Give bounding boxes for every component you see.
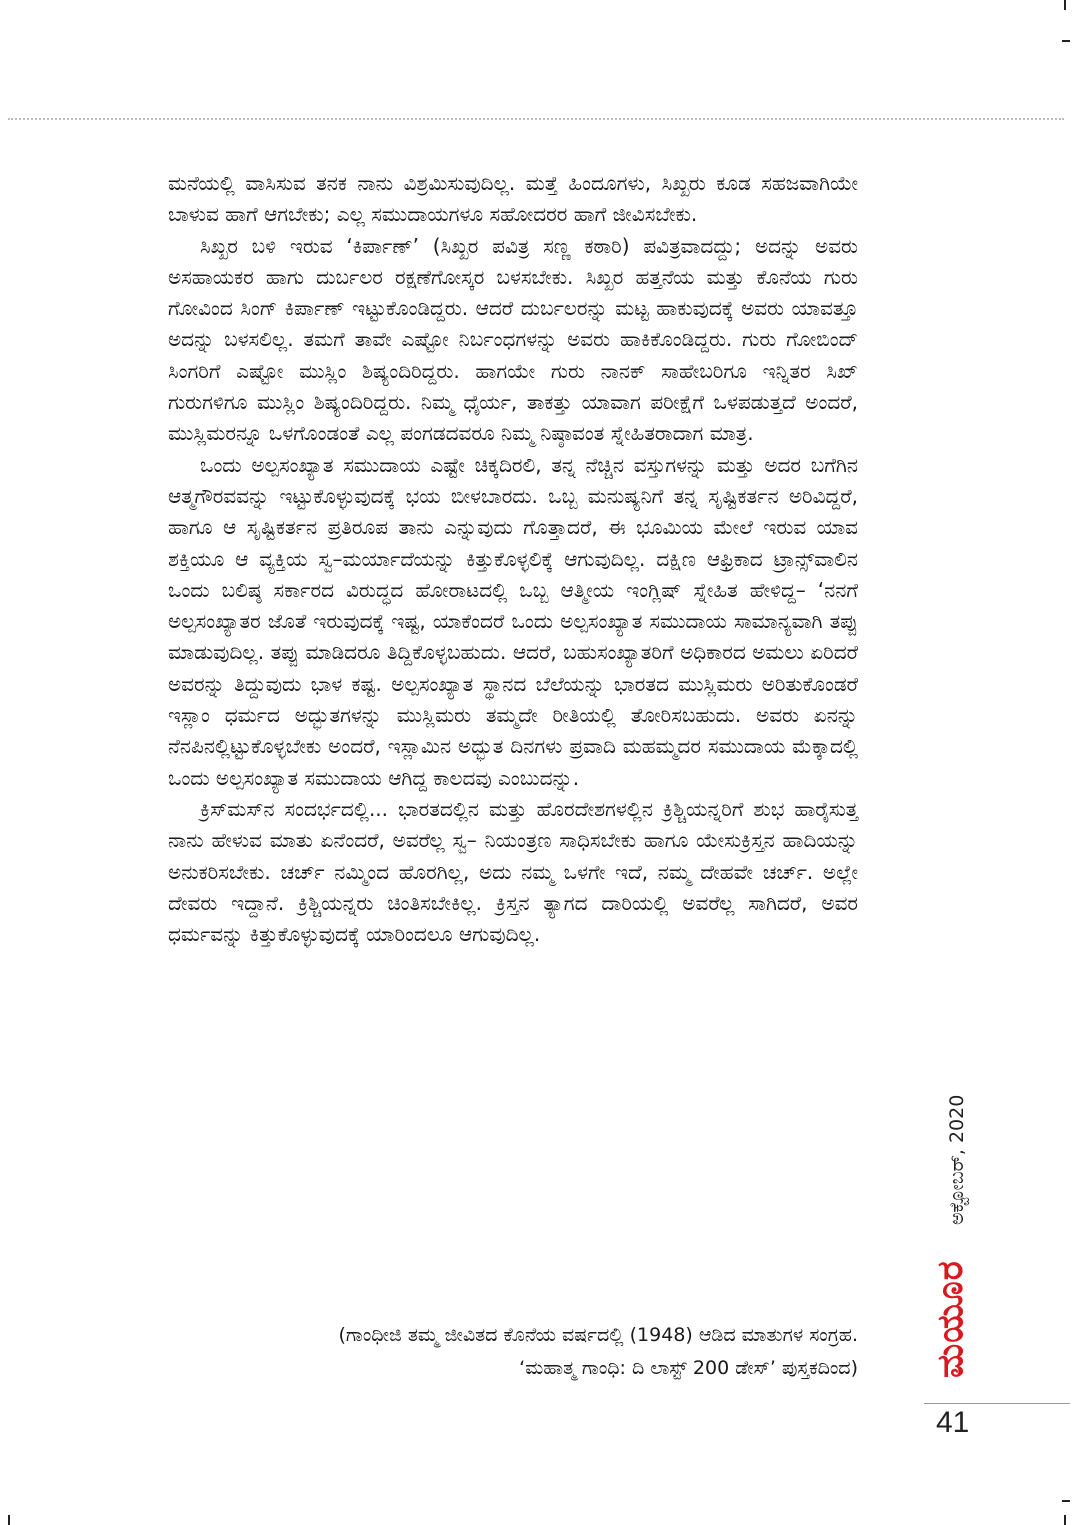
header-dotted-rule	[8, 118, 1064, 120]
paragraph: ಮನೆಯಲ್ಲಿ ವಾಸಿಸುವ ತನಕ ನಾನು ವಿಶ್ರಮಿಸುವುದಿಲ್ಲ. ಮತ್ತೆ ಹಿಂದೂಗಳು, ಸಿಖ್ಖರು ಕೂಡ ಸಹಜವಾಗಿಯೇ ಬಾಳುವ ಹಾಗೆ ಆಗಬೇಕು; ಎಲ್ಲ ಸಮುದಾಯಗಳೂ ಸಹೋದರರ ಹಾಗೆ ಜೀವಿಸಬೇಕು.	[168, 171, 858, 227]
paragraph: ಕ್ರಿಸ್‌ಮಸ್‌ನ ಸಂದರ್ಭದಲ್ಲಿ... ಭಾರತದಲ್ಲಿನ ಮತ್ತು ಹೊರದೇಶಗಳಲ್ಲಿನ ಕ್ರಿಶ್ಚಿಯನ್ನರಿಗೆ ಶುಭ ಹಾರೈಸುತ್ತ ನಾನು ಹೇಳುವ ಮಾತು ಏನೆಂದರೆ, ಅವರೆಲ್ಲ ಸ್ವ– ನಿಯಂತ್ರಣ ಸಾಧಿಸಬೇಕು ಹಾಗೂ ಯೇಸುಕ್ರಿಸ್ತನ ಹಾದಿಯನ್ನು ಅನುಕರಿಸಬೇಕು. ಚರ್ಚ್ ನಮ್ಮಿಂದ ಹೊರಗಿಲ್ಲ, ಅದು ನಮ್ಮ ಒಳಗೇ ಇದೆ, ನಮ್ಮ ದೇಹವೇ ಚರ್ಚ್. ಅಲ್ಲೇ ದೇವರು ಇದ್ದಾನೆ. ಕ್ರಿಶ್ಚಿಯನ್ನರು ಚಿಂತಿಸಬೇಕಿಲ್ಲ. ಕ್ರಿಸ್ತನ ತ್ಯಾಗದ ದಾರಿಯಲ್ಲಿ ಅವರೆಲ್ಲ ಸಾಗಿದರೆ, ಅವರ ಧರ್ಮವನ್ನು ಕಿತ್ತುಕೊಳ್ಳುವುದಕ್ಕೆ ಯಾರಿಂದಲೂ ಆಗುವುದಿಲ್ಲ.	[168, 796, 858, 947]
paragraph: ಸಿಖ್ಖರ ಬಳಿ ಇರುವ ‘ಕಿರ್ಪಾಣ್’ (ಸಿಖ್ಖರ ಪವಿತ್ರ ಸಣ್ಣ ಕಠಾರಿ) ಪವಿತ್ರವಾದದ್ದು; ಅದನ್ನು ಅವರು ಅಸಹಾಯಕರ ಹಾಗು ದುರ್ಬಲರ ರಕ್ಷಣೆಗೋಸ್ಕರ ಬಳಸಬೇಕು. ಸಿಖ್ಖರ ಹತ್ತನೆಯ ಮತ್ತು ಕೊನೆಯ ಗುರು ಗೋವಿಂದ ಸಿಂಗ್ ಕಿರ್ಪಾಣ್ ಇಟ್ಟುಕೊಂಡಿದ್ದರು. ಆದರೆ ದುರ್ಬಲರನ್ನು ಮಟ್ಟ ಹಾಕುವುದಕ್ಕೆ ಅವರು ಯಾವತ್ತೂ ಅದನ್ನು ಬಳಸಲಿಲ್ಲ. ತಮಗೆ ತಾವೇ ಎಷ್ಟೋ ನಿರ್ಬಂಧಗಳನ್ನು ಅವರು ಹಾಕಿಕೊಂಡಿದ್ದರು. ಗುರು ಗೋಬಿಂದ್ ಸಿಂಗರಿಗೆ ಎಷ್ಟೋ ಮುಸ್ಲಿಂ ಶಿಷ್ಯಂದಿರಿದ್ದರು. ಹಾಗಯೇ ಗುರು ನಾನಕ್ ಸಾಹೇಬರಿಗೂ ಇನ್ನಿತರ ಸಿಖ್ ಗುರುಗಳಿಗೂ ಮುಸ್ಲಿಂ ಶಿಷ್ಯಂದಿರಿದ್ದರು. ನಿಮ್ಮ ಧೈರ್ಯ, ತಾಕತ್ತು ಯಾವಾಗ ಪರೀಕ್ಷೆಗೆ ಒಳಪಡುತ್ತದೆ ಅಂದರೆ, ಮುಸ್ಲಿಮರನ್ನೂ ಒಳಗೊಂಡಂತೆ ಎಲ್ಲ ಪಂಗಡದವರೂ ನಿಮ್ಮ ನಿಷ್ಠಾವಂತ ಸ್ನೇಹಿತರಾದಾಗ ಮಾತ್ರ.	[168, 233, 858, 446]
magazine-masthead: ಮಯೂರ	[930, 1260, 971, 1378]
source-note-line-1: (ಗಾಂಧೀಜಿ ತಮ್ಮ ಜೀವಿತದ ಕೊನೆಯ ವರ್ಷದಲ್ಲಿ (1948) ಆಡಿದ ಮಾತುಗಳ ಸಂಗ್ರಹ.	[338, 1324, 858, 1346]
crop-mark	[1062, 1500, 1070, 1502]
crop-mark	[1064, 0, 1066, 10]
source-note-line-2: ‘ಮಹಾತ್ಮ ಗಾಂಧಿ: ದಿ ಲಾಸ್ಟ್ 200 ಡೇಸ್’ ಪುಸ್ತಕದಿಂದ)	[519, 1357, 858, 1379]
article-body	[168, 168, 858, 950]
crop-mark	[1062, 40, 1070, 42]
crop-mark	[1064, 1515, 1066, 1525]
issue-date: ಅಕ್ಟೋಬರ್, 2020	[946, 1094, 968, 1225]
crop-mark	[8, 1515, 10, 1525]
page-number: 41	[936, 1406, 970, 1439]
footer-rule	[924, 1403, 1070, 1404]
paragraph: ಒಂದು ಅಲ್ಪಸಂಖ್ಯಾತ ಸಮುದಾಯ ಎಷ್ಟೇ ಚಿಕ್ಕದಿರಲಿ, ತನ್ನ ನೆಚ್ಚಿನ ವಸ್ತುಗಳನ್ನು ಮತ್ತು ಅದರ ಬಗೆಗಿನ ಆತ್ಮಗೌರವವನ್ನು ಇಟ್ಟುಕೊಳ್ಳುವುದಕ್ಕೆ ಭಯ ಬೀಳಬಾರದು. ಒಬ್ಬ ಮನುಷ್ಯನಿಗೆ ತನ್ನ ಸೃಷ್ಟಿಕರ್ತನ ಅರಿವಿದ್ದರೆ, ಹಾಗೂ ಆ ಸೃಷ್ಟಿಕರ್ತನ ಪ್ರತಿರೂಪ ತಾನು ಎನ್ನುವುದು ಗೊತ್ತಾದರೆ, ಈ ಭೂಮಿಯ ಮೇಲೆ ಇರುವ ಯಾವ ಶಕ್ತಿಯೂ ಆ ವ್ಯಕ್ತಿಯ ಸ್ವ–ಮರ್ಯಾದೆಯನ್ನು ಕಿತ್ತುಕೊಳ್ಳಲಿಕ್ಕೆ ಆಗುವುದಿಲ್ಲ. ದಕ್ಷಿಣ ಆಫ್ರಿಕಾದ ಟ್ರಾನ್ಸ್‌ವಾಲಿನ ಒಂದು ಬಲಿಷ್ಠ ಸರ್ಕಾರದ ವಿರುದ್ಧದ ಹೋರಾಟದಲ್ಲಿ ಒಬ್ಬ ಆತ್ಮೀಯ ಇಂಗ್ಲಿಷ್ ಸ್ನೇಹಿತ ಹೇಳಿದ್ದ– ‘ನನಗೆ ಅಲ್ಪಸಂಖ್ಯಾತರ ಜೊತೆ ಇರುವುದಕ್ಕೆ ಇಷ್ಟ, ಯಾಕೆಂದರೆ ಒಂದು ಅಲ್ಪಸಂಖ್ಯಾತ ಸಮುದಾಯ ಸಾಮಾನ್ಯವಾಗಿ ತಪ್ಪು ಮಾಡುವುದಿಲ್ಲ. ತಪ್ಪು ಮಾಡಿದರೂ ತಿದ್ದಿಕೊಳ್ಳಬಹುದು. ಆದರೆ, ಬಹುಸಂಖ್ಯಾತರಿಗೆ ಅಧಿಕಾರದ ಅಮಲು ಏರಿದರೆ ಅವರನ್ನು ತಿದ್ದುವುದು ಭಾಳ ಕಷ್ಟ. ಅಲ್ಪಸಂಖ್ಯಾತ ಸ್ಥಾನದ ಬೆಲೆಯನ್ನು ಭಾರತದ ಮುಸ್ಲಿಮರು ಅರಿತುಕೊಂಡರೆ ಇಸ್ಲಾಂ ಧರ್ಮದ ಅದ್ಭುತಗಳನ್ನು ಮುಸ್ಲಿಮರು ತಮ್ಮದೇ ರೀತಿಯಲ್ಲಿ ತೋರಿಸಬಹುದು. ಅವರು ಏನನ್ನು ನೆನಪಿನಲ್ಲಿಟ್ಟುಕೊಳ್ಳಬೇಕು ಅಂದರೆ, ಇಸ್ಲಾಮಿನ ಅದ್ಭುತ ದಿನಗಳು ಪ್ರವಾದಿ ಮಹಮ್ಮದರ ಸಮುದಾಯ ಮೆಕ್ಕಾದಲ್ಲಿ ಒಂದು ಅಲ್ಪಸಂಖ್ಯಾತ ಸಮುದಾಯ ಆಗಿದ್ದ ಕಾಲದವು ಎಂಬುದನ್ನು.	[168, 452, 858, 790]
